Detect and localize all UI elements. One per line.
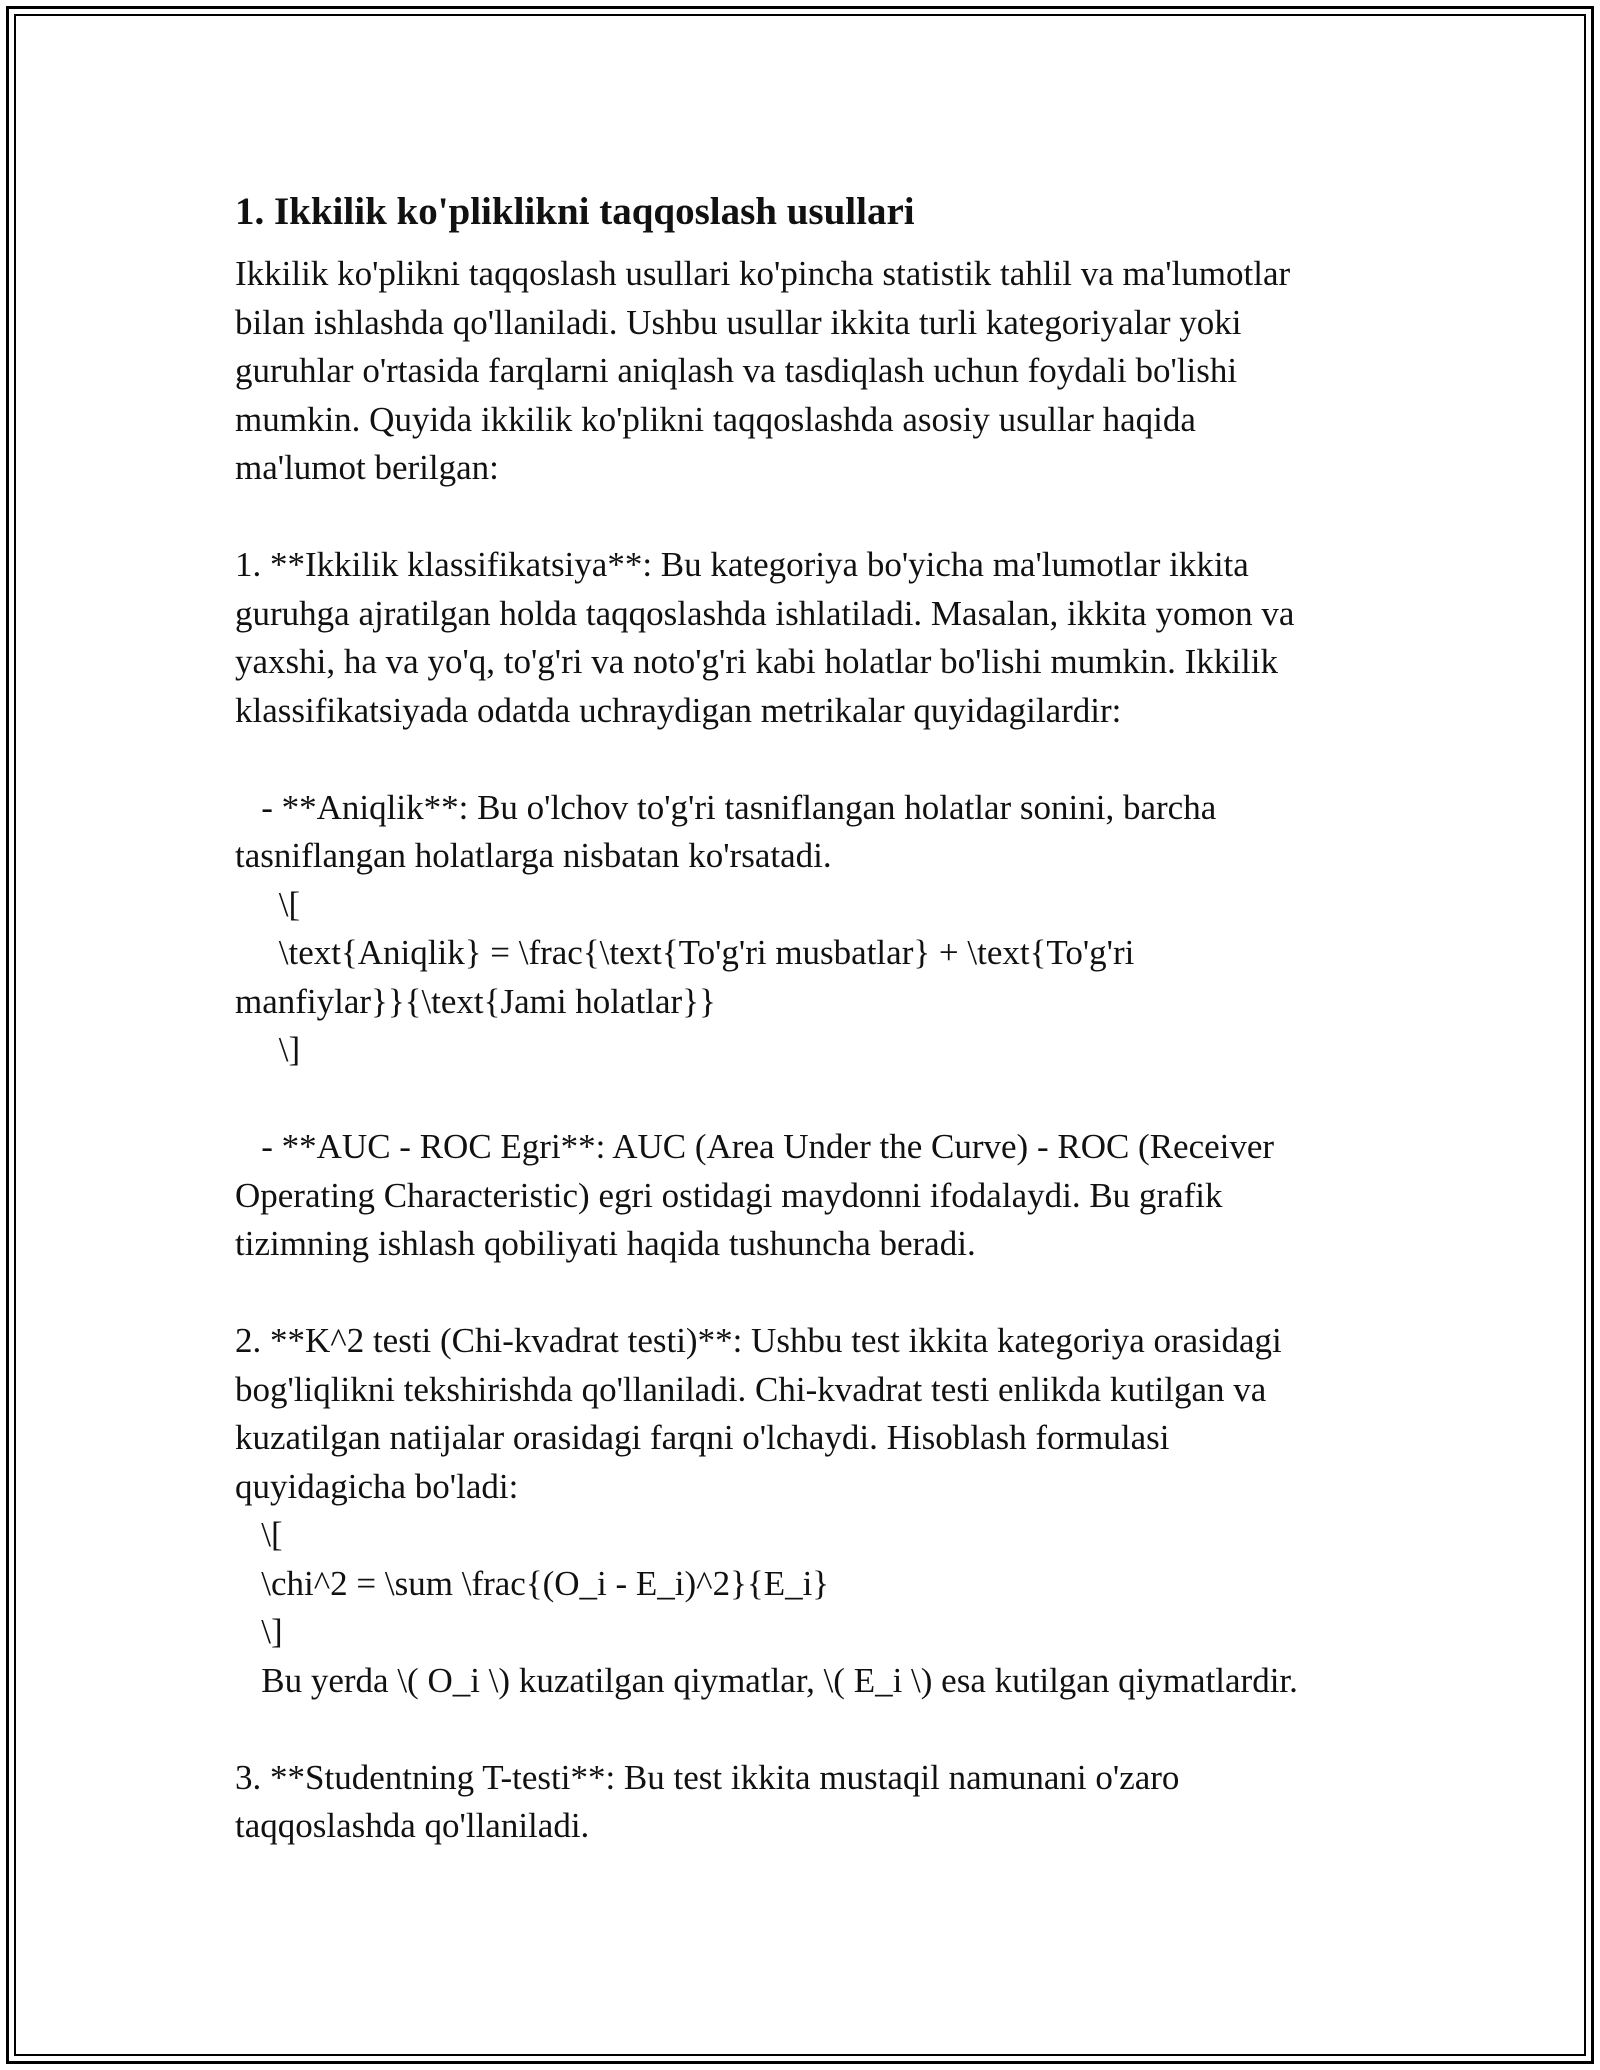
paragraph-gap bbox=[235, 735, 1365, 784]
paragraph-gap bbox=[235, 1705, 1365, 1754]
paragraph-gap bbox=[235, 1075, 1365, 1124]
sub-item-accuracy: - **Aniqlik**: Bu o'lchov to'g'ri tasniflangan holatlar sonini, barcha tasniflangan holatlarga nisbatan ko'rsatadi. \[ \text{Aniqlik} = \frac{\text{To'g'ri musbatlar} + \text{To'g'ri manfiylar}}{\text{Jami holatlar}} \] bbox=[235, 787, 1217, 1069]
document-title: 1. Ikkilik ko'pliklikni taqqoslash usullari bbox=[235, 190, 915, 233]
paragraph-gap bbox=[235, 1269, 1365, 1318]
paragraph-gap bbox=[235, 493, 1365, 542]
list-item-t-test: 3. **Studentning T-testi**: Bu test ikkita mustaqil namunani o'zaro taqqoslashda qo'llaniladi. bbox=[235, 1757, 1180, 1845]
sub-item-auc-roc: - **AUC - ROC Egri**: AUC (Area Under the Curve) - ROC (Receiver Operating Characteristic) egri ostidagi maydonni ifodalaydi. Bu grafik tizimning ishlash qobiliyati haqida tushuncha beradi. bbox=[235, 1127, 1275, 1263]
list-item-binary-classification: 1. **Ikkilik klassifikatsiya**: Bu kategoriya bo'yicha ma'lumotlar ikkita guruhga ajratilgan holda taqqoslashda ishlatiladi. Masalan, ikkita yomon va yaxshi, ha va yo'q, to'g'ri va noto'g'ri kabi holatlar bo'lishi mumkin. Ikkilik klassifikatsiyada odatda uchraydigan metrikalar quyidagilardir: bbox=[235, 545, 1295, 730]
list-item-chi-square: 2. **K^2 testi (Chi-kvadrat testi)**: Ushbu test ikkita kategoriya orasidagi bog'liqlikni tekshirishda qo'llaniladi. Chi-kvadrat testi enlikda kutilgan va kuzatilgan natijalar orasidagi farqni o'lchaydi. Hisoblash formulasi quyidagicha bo'ladi: \[ \chi^2 = \sum \frac{(O_i - E_i)^2}{E_i} \] Bu yerda \( O_i \) kuzatilgan qiymatlar, \( E_i \) esa kutilgan qiymatlardir. bbox=[235, 1321, 1298, 1700]
intro-paragraph: Ikkilik ko'plikni taqqoslash usullari ko'pincha statistik tahlil va ma'lumotlar bilan ishlashda qo'llaniladi. Ushbu usullar ikkita turli kategoriyalar yoki guruhlar o'rtasida farqlarni aniqlash va tasdiqlash uchun foydali bo'lishi mumkin. Quyida ikkilik ko'plikni taqqoslashda asosiy usullar haqida ma'lumot berilgan: bbox=[235, 254, 1291, 487]
document-body bbox=[235, 186, 1365, 1851]
